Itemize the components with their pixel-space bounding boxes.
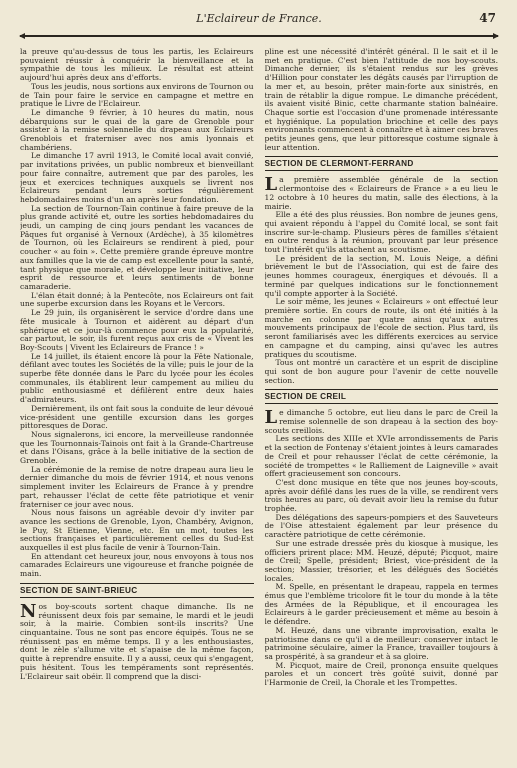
left-column [20, 48, 254, 768]
paragraph: Tous les jeudis, nous sortions aux environs de Tournon ou de Tain pour faire le service en campagne et mettre en pratique le Livre de l'Eclaireur. [20, 81, 254, 109]
text-columns [20, 48, 498, 768]
section-heading-clermont-ferrand: SECTION DE CLERMONT-FERRAND [265, 156, 499, 171]
paragraph: Nous nous faisons un agréable devoir d'y inviter par avance les sections de Grenoble, Lyon, Chambéry, Avignon, le Puy, St Etienne, Vienne, etc. En un mot, toutes les sections françaises et particulièrement celles du Sud-Est auxquelles il est plus facile de venir à Tournon-Tain. [20, 508, 254, 553]
paragraph-text: os boy-scouts sortent chaque dimanche. Ils ne réunissent deux fois par semaine, le mardi et le jeudi soir, à la mairie. Combien sont-ils inscrits? Une cinquantaine. Tous ne sont pas encore équipés. Tous ne se réunissent pas en même temps. Il y a les enthousiastes, dont le zèle s'allume vite et s'apaise de la même façon, quitte à reprendre ensuite. Il y a aussi, ceux qui s'engagent, puis hésitent. Tous les tempéraments sont représentés. L'Eclaireur sait obéir. Il comprend que la disci- [20, 601, 254, 681]
paragraph: Sur une estrade dressée près du kiosque à musique, les officiers prirent place: MM. Heuzé, député; Picquot, maire de Creil; Spelle, président; Briest, vice-président de la section; Massier, trésorier, et les délégués des Sociétés locales. [264, 538, 498, 583]
paragraph: pline est une nécessité d'intérêt général. Il le sait et il le met en pratique. C'est bien l'attitude de nos boy-scouts. Dimanche dernier, ils s'étaient rendus sur les grèves d'Hillion pour constater les dégâts causés par l'irruption de la mer et, au besoin, prêter main-forte aux sinistrés, en train de rétablir la digue rompue. Le dimanche précédent, ils avaient visité Binic, cette charmante station balnéaire. Chaque sortie est l'occasion d'une promenade intéressante et hygiénique. La population briochine et celle des pays environnants commencent à connaître et à aimer ces braves petits jeunes gens, que leur pittoresque costume signale à leur attention. [264, 48, 498, 152]
header-rule [20, 35, 498, 37]
paragraph: La section de Tournon-Tain continue à faire preuve de la plus grande activité et, outre les sorties hebdomadaires du jeudi, un camping de cinq jours pendant les vacances de Pâques fut organisé à Vernoux (Ardèche), à 35 kilomètres de Tournon, où les Eclaireurs se rendirent à pied, pour coucher « au foin ». Cette première grande épreuve montre aux familles que la vie de camp est excellente pour la santé, tant physique que morale, et développe leur initiative, leur esprit de ressource et leurs sentiments de bonne camaraderie. [20, 203, 254, 291]
drop-cap: L [264, 407, 278, 429]
page-number: 47 [479, 11, 496, 25]
paragraph: Le 14 juillet, ils étaient encore là pour la Fête Nationale, défilant avec toutes les Sociétés de la ville; puis le jour de la superbe fête donnée dans le Parc du lycée pour les écoles communales, ils établirent leur campement au milieu du public enthousiasmé et défilèrent entre deux haies d'admirateurs. [20, 351, 254, 405]
paragraph: la preuve qu'au-dessus de tous les partis, les Eclaireurs pouvaient réussir à conquérir la bienveillance et la sympathie de tous les milieux. Le résultat est atteint aujourd'hui après deux ans d'efforts. [20, 48, 254, 83]
paragraph: L'élan était donné; à la Pentecôte, nos Eclaireurs ont fait une superbe excursion dans les Royans et le Vercors. [20, 290, 254, 309]
running-title: L'Eclaireur de France. [196, 12, 322, 25]
section-heading-creil: SECTION DE CREIL [265, 389, 499, 404]
page-header [20, 10, 498, 36]
paragraph: M. Heuzé, dans une vibrante improvisation, exalta le patriotisme dans ce qu'il a de meilleur: conserver intact le patrimoine séculaire, aimer la France, travailler toujours à sa prospérité, à sa grandeur et à sa gloire. [264, 625, 498, 661]
paragraph: En attendant cet heureux jour, nous envoyons à tous nos camarades Eclaireurs une vigoureuse et franche poignée de main. [20, 551, 254, 579]
paragraph: Le soir même, les jeunes « Eclaireurs » ont effectué leur première sortie. En cours de route, ils ont été initiés à la marche en colonne par quatre ainsi qu'aux autres mouvements principaux de l'école de section. Plus tard, ils seront familiarisés avec les différents exercices au service en campagne et du camping, ainsi qu'avec les autres pratiques du scoutisme. [264, 297, 498, 359]
drop-cap: L [264, 174, 278, 196]
section-paragraph [265, 176, 499, 211]
paragraph: La cérémonie de la remise de notre drapeau aura lieu le dernier dimanche du mois de février 1914, et nous venons simplement inviter les Eclaireurs de France à y prendre part, rehausser l'éclat de cette fête patriotique et venir fraterniser ce jour avec nous. [20, 464, 254, 509]
paragraph: Nous signalerons, ici encore, la merveilleuse randonnée que les Tournonnais-Tainois ont fait à la Grande-Chartreuse et dans l'Oisans, grâce à la belle initiative de la section de Grenoble. [20, 429, 254, 466]
paragraph: M. Spelle, en présentant le drapeau, rappela en termes émus que l'emblème tricolore fit le tour du monde à la tête des Armées de la République, et il encouragea les Eclaireurs à le garder précieusement et même au besoin à le défendre. [264, 582, 498, 627]
paragraph: Le dimanche 9 février, à 10 heures du matin, nous débarquions sur le quai de la gare de Grenoble pour assister à la remise solennelle du drapeau aux Eclaireurs Grenoblois et fraterniser avec nos amis lyonnais et chambériens. [20, 107, 254, 152]
paragraph: Le 29 juin, ils organisèrent le service d'ordre dans une fête musicale à Tournon et aidèrent au départ d'un sphérique et ce jour-là commence pour eux la popularité, car partout, le soir, ils furent reçus aux cris de « Vivent les Boy-Scouts | Vivent les Eclaireurs de France ! » [20, 308, 254, 352]
paragraph: Des délégations des sapeurs-pompiers et des Sauveteurs de l'Oise attestaient également par leur présence du caractère patriotique de cette cérémonie. [264, 512, 498, 540]
paragraph: Le dimanche 17 avril 1913, le Comité local avait convié, par invitations privées, un public nombreux et bienveillant pour faire connaître, autrement que par des paroles, les jeux et exercices techniques auxquels se livrent nos Eclaireurs pendant leurs sorties régulièrement hebdomadaires moins d'un an après leur fondation. [20, 151, 254, 204]
paragraph: Tous ont montré un caractère et un esprit de discipline qui sont de bon augure pour l'avenir de cette nouvelle section. [264, 358, 498, 385]
paragraph-text: a première assemblée générale de la section clermontoise des « Eclaireurs de France » a eu lieu le 12 octobre à 10 heures du matin, salle des élections, à la mairie. [264, 175, 498, 211]
section-paragraph [20, 600, 254, 681]
paragraph: M. Picquot, maire de Creil, prononça ensuite quelques paroles et un concert très goûté suivit, donné par l'Harmonie de Creil, la Chorale et les Trompettes. [264, 660, 498, 688]
drop-cap: N [20, 600, 37, 622]
section-paragraph [265, 409, 499, 435]
paragraph: C'est donc musique en tête que nos jeunes boy-scouts, après avoir défilé dans les rues de la ville, se rendirent vers trois heures au parc, où devait avoir lieu la remise du futur trophée. [264, 477, 498, 514]
paragraph: Elle a été des plus réussies. Bon nombre de jeunes gens, qui avaient répondu à l'appel du Comité local, se sont fait inscrire sur-le-champ. Plusieurs pères de familles s'étaient en outre rendus à la réunion, prouvant par leur présence tout l'intérêt qu'ils attachent au scoutisme. [264, 210, 498, 255]
section-heading-saint-brieuc: SECTION DE SAINT-BRIEUC [20, 583, 254, 598]
right-column [265, 48, 499, 768]
paragraph: Les sections des XIIIe et XVIe arrondissements de Paris et la section de Fontenay s'étaient jointes à leurs camarades de Creil et pour rehausser l'éclat de cette cérémonie, la société de trompettes « le Ralliement de Laigneville » avait offert gracieusement son concours. [264, 434, 498, 479]
paragraph-text: e dimanche 5 octobre, eut lieu dans le parc de Creil la remise solennelle de son drapeau à la section des boy-scouts creillois. [264, 408, 498, 435]
paragraph: Le président de la section, M. Louis Neige, a défini brièvement le but de l'Association, qui est de faire des jeunes hommes courageux, énergiques et dévoués. Il a terminé par quelques indications sur le fonctionnement qu'il compte apporter à la Société. [264, 253, 498, 298]
paragraph: Dernièrement, ils ont fait sous la conduite de leur dévoué vice-président une gentille excursion dans les gorges pittoresques de Dorac. [20, 403, 254, 431]
